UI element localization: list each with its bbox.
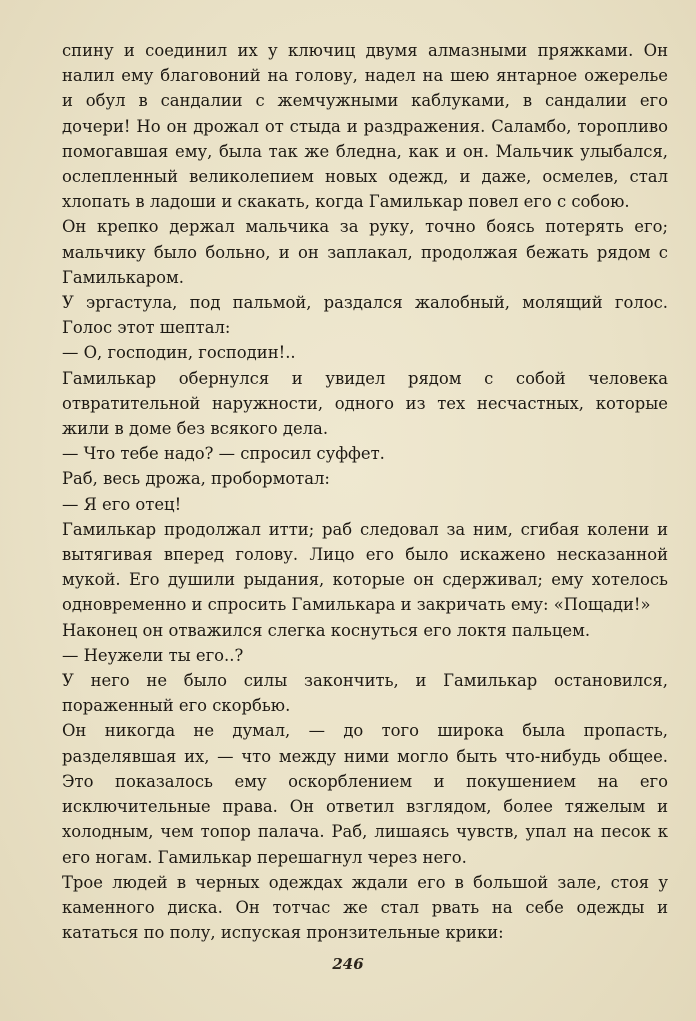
- paragraph-11: — Неужели ты его..?: [62, 645, 244, 665]
- paragraph-8: — Я его отец!: [62, 494, 182, 514]
- paragraph-2: Он крепко держал мальчика за руку, точно боясь потерять его; мальчику было больно, и он заплакал, продолжая бежать рядом с Гамилькаром.: [62, 217, 668, 287]
- paragraph-4: — О, господин, господин!..: [62, 343, 296, 363]
- page-number: 246: [332, 955, 364, 973]
- paragraph-14: Трое людей в черных одеждах ждали его в большой зале, стоя у каменного диска. Он тотчас же стал рвать на себе одежды и кататься по полу, испуская пронзительные крики:: [62, 872, 668, 943]
- paragraph-12: У него не было силы закончить, и Гамилькар остановился, пораженный его скорбью.: [62, 671, 668, 716]
- body-text: [62, 38, 668, 945]
- paragraph-6: — Что тебе надо? — спросил суффет.: [62, 444, 385, 464]
- paragraph-7: Раб, весь дрожа, пробормотал:: [62, 469, 330, 489]
- paragraph-10: Наконец он отважился слегка коснуться его локтя пальцем.: [62, 620, 591, 640]
- paragraph-13: Он никогда не думал, — до того широка была пропасть, разделявшая их, — что между ними могло быть что-нибудь общее. Это показалось ему оскорблением и покушением на его исключительные права. Он ответил взглядом, более тяжелым и холодным, чем топор палача. Раб, лишаясь чувств, упал на песок к его ногам. Гамилькар перешагнул через него.: [62, 721, 668, 867]
- paragraph-5: Гамилькар обернулся и увидел рядом с собой человека отвратительной наружности, одного из тех несчастных, которые жили в доме без всякого дела.: [62, 368, 668, 439]
- paragraph-3: У эргастула, под пальмой, раздался жалобный, молящий голос. Голос этот шептал:: [62, 293, 668, 338]
- paragraph-1: спину и соединил их у ключиц двумя алмазными пряжками. Он налил ему благовоний на голову, надел на шею янтарное ожерелье и обул в сандалии с жемчужными каблуками, в сандалии его дочери! Но он дрожал от стыда и раздражения. Саламбо, торопливо помогавшая ему, была так же бледна, как и он. Мальчик улыбался, ослепленный великолепием новых одежд, и даже, осмелев, стал хлопать в ладоши и скакать, когда Гамилькар повел его с собою.: [62, 41, 668, 212]
- paragraph-9: Гамилькар продолжал итти; раб следовал за ним, сгибая колени и вытягивая вперед голову. Лицо его было искажено несказанной мукой. Его душили рыдания, которые он сдерживал; ему хотелось одновременно и спросить Гамилькара и закричать ему: «Пощади!»: [62, 519, 668, 615]
